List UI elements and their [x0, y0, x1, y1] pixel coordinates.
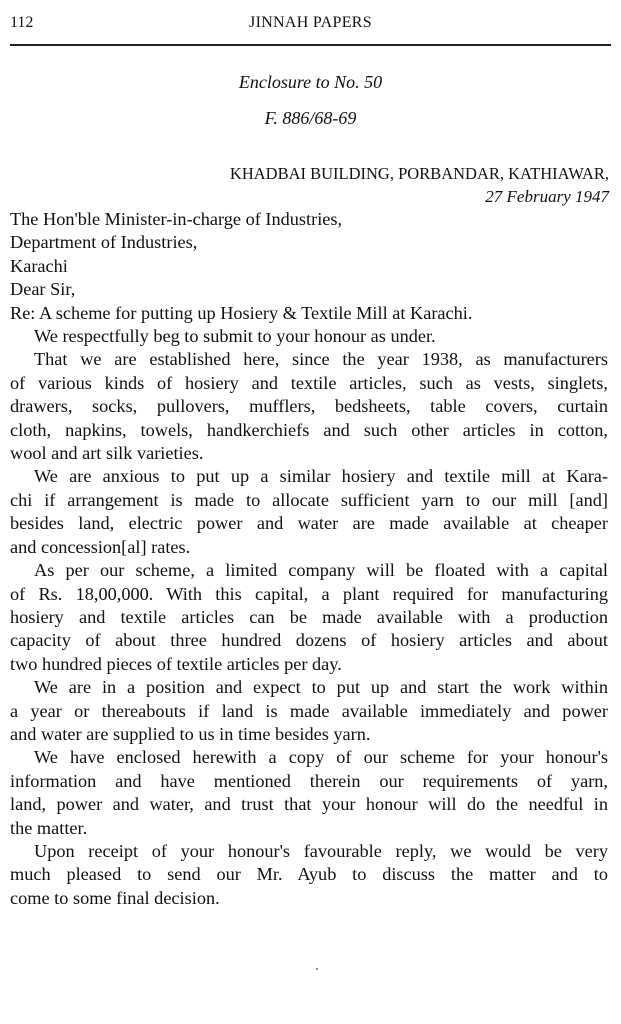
text-line: a year or thereabouts if land is made available immediately and power	[10, 700, 608, 721]
paragraph	[10, 746, 608, 840]
salutation-line: Re: A scheme for putting up Hosiery & Textile Mill at Karachi.	[10, 302, 473, 323]
letter-body	[10, 208, 608, 910]
paragraph	[10, 325, 608, 348]
text-line: and water are supplied to us in time besides yarn.	[10, 723, 371, 744]
text-line: information and have mentioned therein our requirements of yarn,	[10, 770, 608, 791]
text-line: As per our scheme, a limited company will be floated with a capital	[34, 560, 608, 581]
text-line: We have enclosed herewith a copy of our scheme for your honour's	[34, 747, 608, 768]
text-line: the matter.	[10, 817, 88, 838]
text-line: chi if arrangement is made to allocate sufficient yarn to our mill [and]	[10, 489, 608, 510]
text-line: besides land, electric power and water are made available at cheaper	[10, 513, 608, 534]
text-line: and concession[al] rates.	[10, 536, 191, 557]
salutation-line: Dear Sir,	[10, 279, 76, 300]
text-line: of Rs. 18,00,000. With this capital, a plant required for manufacturing	[10, 583, 608, 604]
sender-address	[230, 162, 609, 208]
text-line: two hundred pieces of textile articles per day.	[10, 653, 342, 674]
header-rule	[10, 44, 611, 46]
paragraph	[10, 348, 608, 465]
page-speck	[316, 968, 318, 970]
text-line: cloth, napkins, towels, handkerchiefs and such other articles in cotton,	[10, 419, 608, 440]
text-line: capacity of about three hundred dozens of hosiery articles and about	[10, 630, 608, 651]
paragraph	[10, 559, 608, 676]
text-line: That we are established here, since the year 1938, as manufacturers	[34, 349, 608, 370]
file-reference: F. 886/68-69	[264, 108, 357, 128]
text-line: We are in a position and expect to put up and start the work within	[34, 677, 608, 698]
text-line: land, power and water, and trust that your honour will do the needful in	[10, 794, 608, 815]
text-line: Upon receipt of your honour's favourable reply, we would be very	[34, 840, 608, 861]
address-place: KHADBAI BUILDING, PORBANDAR, KATHIAWAR,	[229, 164, 609, 183]
text-line: come to some final decision.	[10, 887, 220, 908]
letter-date: 27 February 1947	[485, 187, 609, 206]
salutation-line: Department of Industries,	[10, 232, 198, 253]
salutation-line: The Hon'ble Minister-in-charge of Industries,	[10, 209, 343, 229]
text-line: wool and art silk varieties.	[10, 443, 204, 464]
text-line: drawers, socks, pullovers, mufflers, bedsheets, table covers, curtain	[10, 396, 608, 417]
page-number: 112	[10, 14, 34, 31]
page-header	[10, 14, 611, 36]
enclosure-title: Enclosure to No. 50	[238, 72, 383, 92]
text-line: much pleased to send our Mr. Ayub to discuss the matter and to	[10, 864, 608, 885]
running-title: JINNAH PAPERS	[249, 14, 372, 31]
paragraph	[10, 676, 608, 746]
paragraph	[10, 840, 608, 910]
text-line: We are anxious to put up a similar hosiery and textile mill at Kara-	[34, 466, 608, 487]
text-line: We respectfully beg to submit to your honour as under.	[34, 326, 436, 347]
salutation-line: Karachi	[10, 255, 68, 276]
text-line: hosiery and textile articles can be made available with a production	[10, 606, 608, 627]
paragraph	[10, 465, 608, 559]
text-line: of various kinds of hosiery and textile articles, such as vests, singlets,	[10, 372, 608, 393]
